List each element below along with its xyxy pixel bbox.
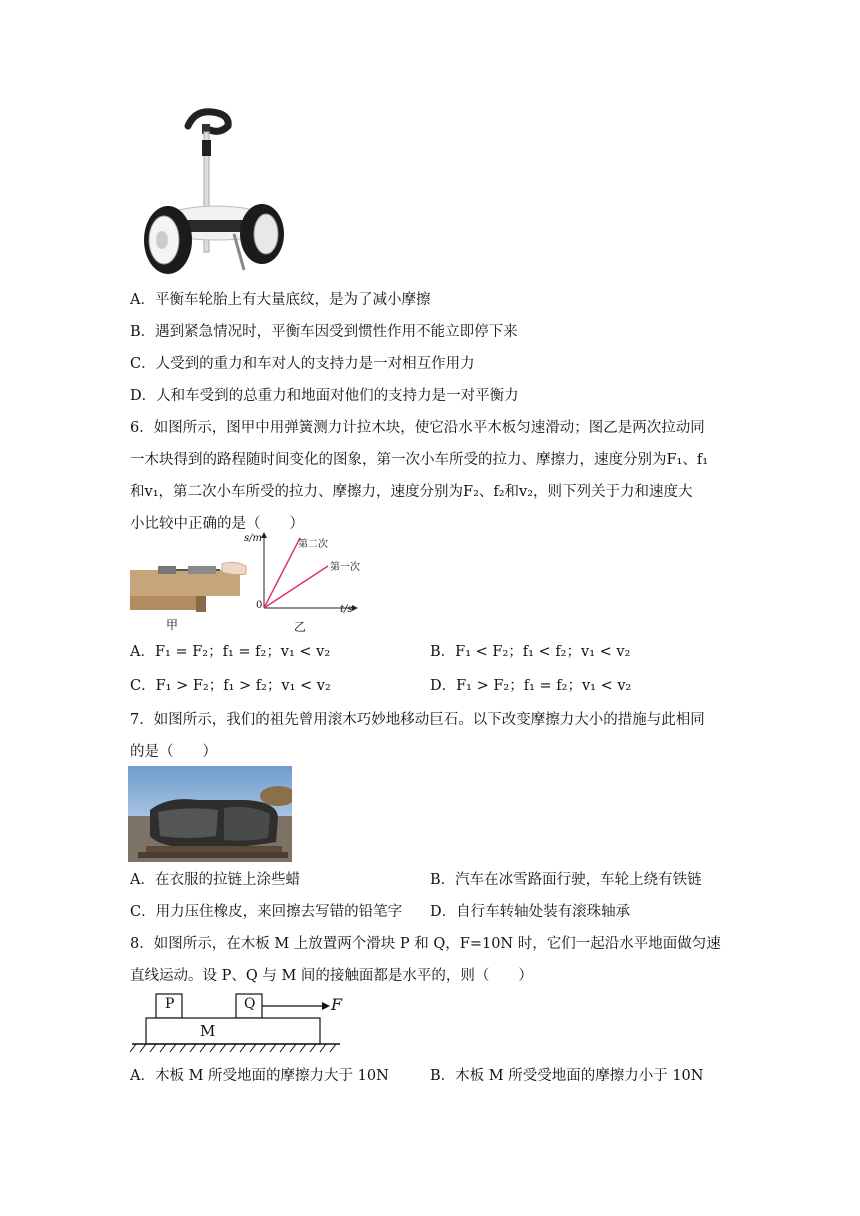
q5-option-b: B．遇到紧急情况时，平衡车因受到惯性作用不能立即停下来 <box>130 324 518 340</box>
q7-stem-line-2: 的是（ ） <box>130 744 217 760</box>
q5-option-c: C．人受到的重力和车对人的支持力是一对相互作用力 <box>130 356 475 372</box>
q6-graph-line-label-first: 第一次 <box>330 562 360 573</box>
balance-scooter-image <box>140 104 290 280</box>
q6-graph-xlabel: t/s <box>340 604 353 615</box>
q7-option-a: A．在衣服的拉链上涂些蜡 <box>130 872 300 888</box>
q7-stem-line-1: 7．如图所示，我们的祖先曾用滚木巧妙地移动巨石。以下改变摩擦力大小的措施与此相同 <box>130 712 705 728</box>
q6-option-d: D．F₁ > F₂；f₁ = f₂；v₁ < v₂ <box>430 678 632 694</box>
q5-option-a: A．平衡车轮胎上有大量底纹，是为了减小摩擦 <box>130 292 431 308</box>
q6-stem-line-1: 6．如图所示，图甲中用弹簧测力计拉木块，使它沿水平木板匀速滑动；图乙是两次拉动同 <box>130 420 705 436</box>
q7-option-c: C．用力压住橡皮，来回擦去写错的铅笔字 <box>130 904 403 920</box>
q6-graph-line-label-second: 第二次 <box>298 539 328 550</box>
q8-figure-board <box>130 990 350 1056</box>
q6-option-b: B．F₁ < F₂；f₁ < f₂；v₁ < v₂ <box>430 644 631 660</box>
q8-stem-line-1: 8．如图所示，在木板 M 上放置两个滑块 P 和 Q，F=10N 时，它们一起沿水平地面做匀速 <box>130 936 721 952</box>
q6-stem-line-2: 一木块得到的路程随时间变化的图象，第一次小车所受的拉力、摩擦力，速度分别为F₁、f₁ <box>130 452 709 468</box>
q6-option-c: C．F₁ > F₂；f₁ > f₂；v₁ < v₂ <box>130 678 331 694</box>
rolling-stone-photo <box>128 766 292 862</box>
q8-board-m-label: M <box>200 1022 216 1040</box>
q6-figure-yi-label: 乙 <box>294 620 307 634</box>
q8-option-b: B．木板 M 所受受地面的摩擦力小于 10N <box>430 1068 704 1084</box>
q7-option-d: D．自行车转轴处装有滚珠轴承 <box>430 904 631 920</box>
q6-graph-ylabel: s/m <box>244 533 262 544</box>
q8-force-f-label: F <box>331 995 343 1014</box>
q6-figure-jia <box>130 556 250 634</box>
q8-option-a: A．木板 M 所受地面的摩擦力大于 10N <box>130 1068 389 1084</box>
q7-option-b: B．汽车在冰雪路面行驶，车轮上绕有铁链 <box>430 872 702 888</box>
q8-block-p-label: P <box>165 996 175 1012</box>
q6-option-a: A．F₁ = F₂；f₁ = f₂；v₁ < v₂ <box>130 644 331 660</box>
q8-block-q-label: Q <box>244 996 256 1012</box>
q6-figure-jia-label: 甲 <box>166 618 179 632</box>
q5-option-d: D．人和车受到的总重力和地面对他们的支持力是一对平衡力 <box>130 388 519 404</box>
q6-graph-origin: 0 <box>256 600 263 611</box>
q8-stem-line-2: 直线运动。设 P、Q 与 M 间的接触面都是水平的，则（ ） <box>130 968 533 984</box>
q6-stem-line-3: 和v₁，第二次小车所受的拉力、摩擦力，速度分别为F₂、f₂和v₂，则下列关于力和速度大 <box>130 484 693 500</box>
q6-stem-line-4: 小比较中正确的是（ ） <box>130 516 304 532</box>
